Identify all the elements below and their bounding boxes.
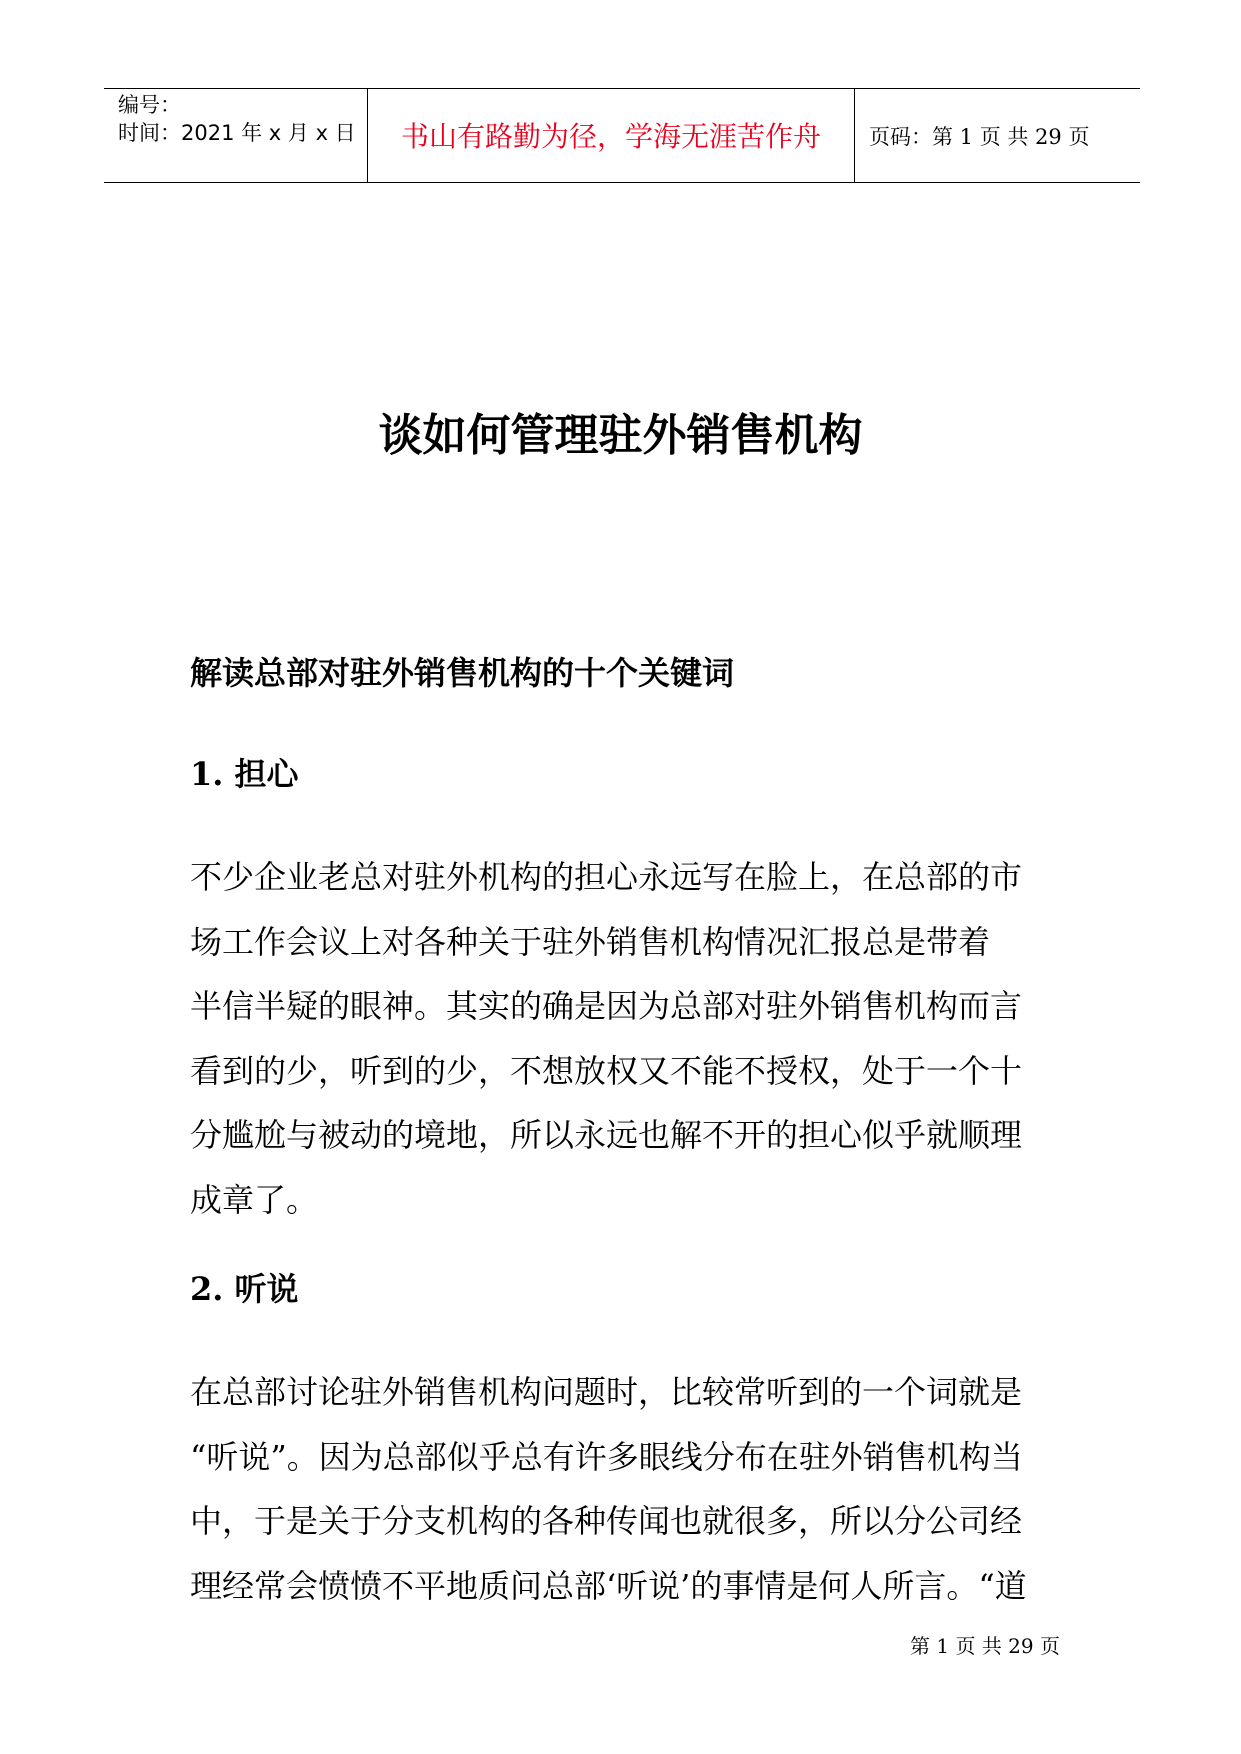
header-meta-cell [104,89,368,182]
paragraph-line: 半信半疑的眼神。其实的确是因为总部对驻外销售机构而言 [190,987,1023,1025]
paragraph-line: 看到的少，听到的少，不想放权又不能不授权，处于一个十 [190,1051,1023,1090]
paragraph-line: 场工作会议上对各种关于驻外销售机构情况汇报总是带着 [190,922,991,961]
document-subtitle: 解读总部对驻外销售机构的十个关键词 [190,654,735,692]
header-motto-cell [368,89,855,182]
header-page-cell [855,89,1140,182]
section-heading-2: 2. 听说 [190,1270,299,1308]
document-title: 谈如何管理驻外销售机构 [378,410,863,461]
paragraph-line: 在总部讨论驻外销售机构问题时，比较常听到的一个词就是 [190,1373,1023,1411]
section-paragraph-2 [190,1360,1070,1618]
paragraph-line: 不少企业老总对驻外机构的担心永远写在脸上，在总部的市 [190,858,1023,896]
paragraph-line: 理经常会愤愤不平地质问总部‘听说’的事情是何人所言。“道 [190,1566,1027,1605]
paragraph-line: “听说”。因为总部似乎总有许多眼线分布在驻外销售机构当 [190,1437,1023,1476]
page-footer: 第 1 页 共 29 页 [910,1634,1060,1658]
paragraph-line: 分尴尬与被动的境地，所以永远也解不开的担心似乎就顺理 [190,1116,1023,1154]
paragraph-line: 中，于是关于分支机构的各种传闻也就很多，所以分公司经 [190,1502,1023,1540]
document-time-label: 时间：2021 年 x 月 x 日 [118,121,356,145]
document-number-label: 编号： [118,93,181,117]
paragraph-line: 成章了。 [190,1180,319,1219]
section-heading-1: 1. 担心 [190,755,299,793]
header-page-info: 页码：第 1 页 共 29 页 [869,125,1090,149]
motto-text: 书山有路勤为径，学海无涯苦作舟 [400,120,821,153]
section-paragraph-1 [190,845,1070,1232]
page-header [104,88,1140,183]
